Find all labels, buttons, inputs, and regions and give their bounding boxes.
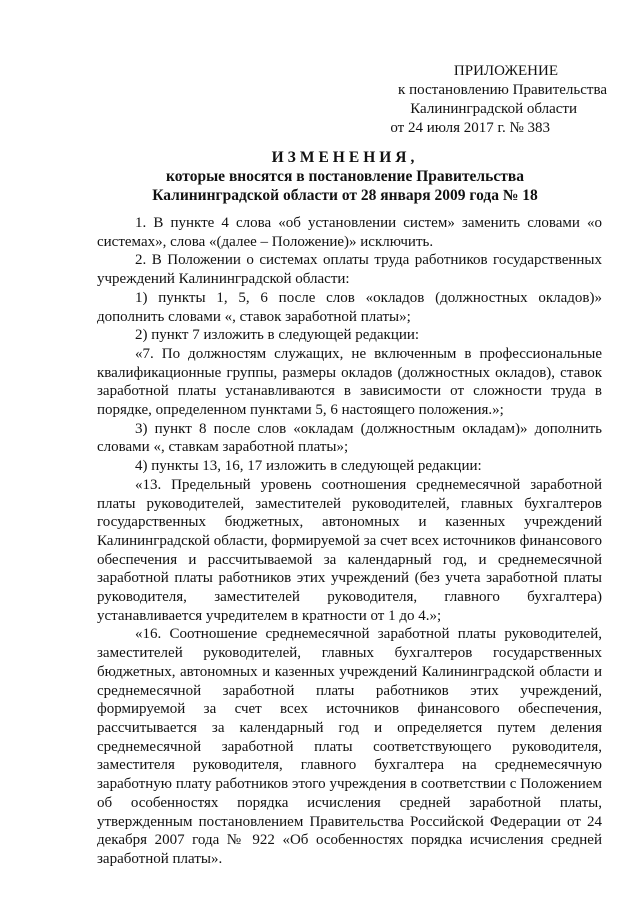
paragraph: 4) пункты 13, 16, 17 изложить в следующей редакции:	[135, 458, 482, 475]
paragraph: «16. Соотношение среднемесячной заработной платы руководителей, заместителей руководителей, главных бухгалтеров государственных бюджетных, автономных и казенных учреждений Калининградской области и среднемесячной заработной платы работников этих учреждений, формируемой за счет всех источников финансового обеспечения, рассчитывается за календарный год и определяется путем деления среднемесячной заработной платы соответствующего руководителя, заместителя руководителя, главного бухгалтера на среднемесячную заработную плату работников этого учреждения в соответствии с Положением об особенностях порядка исчисления средней заработной платы, утвержденным постановлением Правительства Российской Федерации от 24 декабря 2007 года № 922 «Об особенностях порядка исчисления средней заработной платы».	[97, 626, 602, 867]
appendix-title: ПРИЛОЖЕНИЕ	[453, 63, 558, 79]
document-heading	[95, 148, 595, 205]
heading-title: ИЗМЕНЕНИЯ,	[271, 149, 419, 166]
paragraph: 1) пункты 1, 5, 6 после слов «окладов (должностных окладов)» дополнить словами «, ставок заработной платы»;	[97, 289, 602, 325]
paragraph: 3) пункт 8 после слов «окладам (должностным окладам)» дополнить словами «, ставкам заработной платы»;	[97, 420, 602, 456]
paragraph: 1. В пункте 4 слова «об установлении систем» заменить словами «о системах», слова «(далее – Положение)» исключить.	[97, 215, 602, 250]
paragraph: «7. По должностям служащих, не включенным в профессиональные квалификационные группы, размеры окладов (должностных окладов), ставок заработной платы устанавливаются в зависимости от сложности труда в порядке, определенном пунктами 5, 6 настоящего положения.»;	[97, 345, 602, 419]
heading-line-3: Калининградской области от 28 января 2009 года № 18	[152, 187, 538, 204]
document-body	[97, 214, 602, 869]
heading-line-2: которые вносятся в постановление Правительства	[166, 168, 524, 185]
paragraph: 2. В Положении о системах оплаты труда работников государственных учреждений Калининградской области:	[97, 252, 602, 288]
paragraph: «13. Предельный уровень соотношения среднемесячной заработной платы руководителей, заместителей руководителей, главных бухгалтеров государственных бюджетных, автономных и казенных учреждений Калининградской области, формируемой за счет всех источников финансового обеспечения и рассчитываемой за календарный год, и среднемесячной заработной платы работников этих учреждений (без учета заработной платы руководителя, заместителей руководителя, главного бухгалтера) устанавливается учредителем в кратности от 1 до 4.»;	[97, 476, 602, 624]
appendix-line-3: Калининградской области	[410, 101, 577, 117]
paragraph: 2) пункт 7 изложить в следующей редакции:	[135, 327, 420, 344]
appendix-block	[330, 62, 610, 138]
appendix-line-2: к постановлению Правительства	[398, 82, 607, 98]
appendix-line-4: от 24 июля 2017 г. № 383	[390, 120, 550, 136]
